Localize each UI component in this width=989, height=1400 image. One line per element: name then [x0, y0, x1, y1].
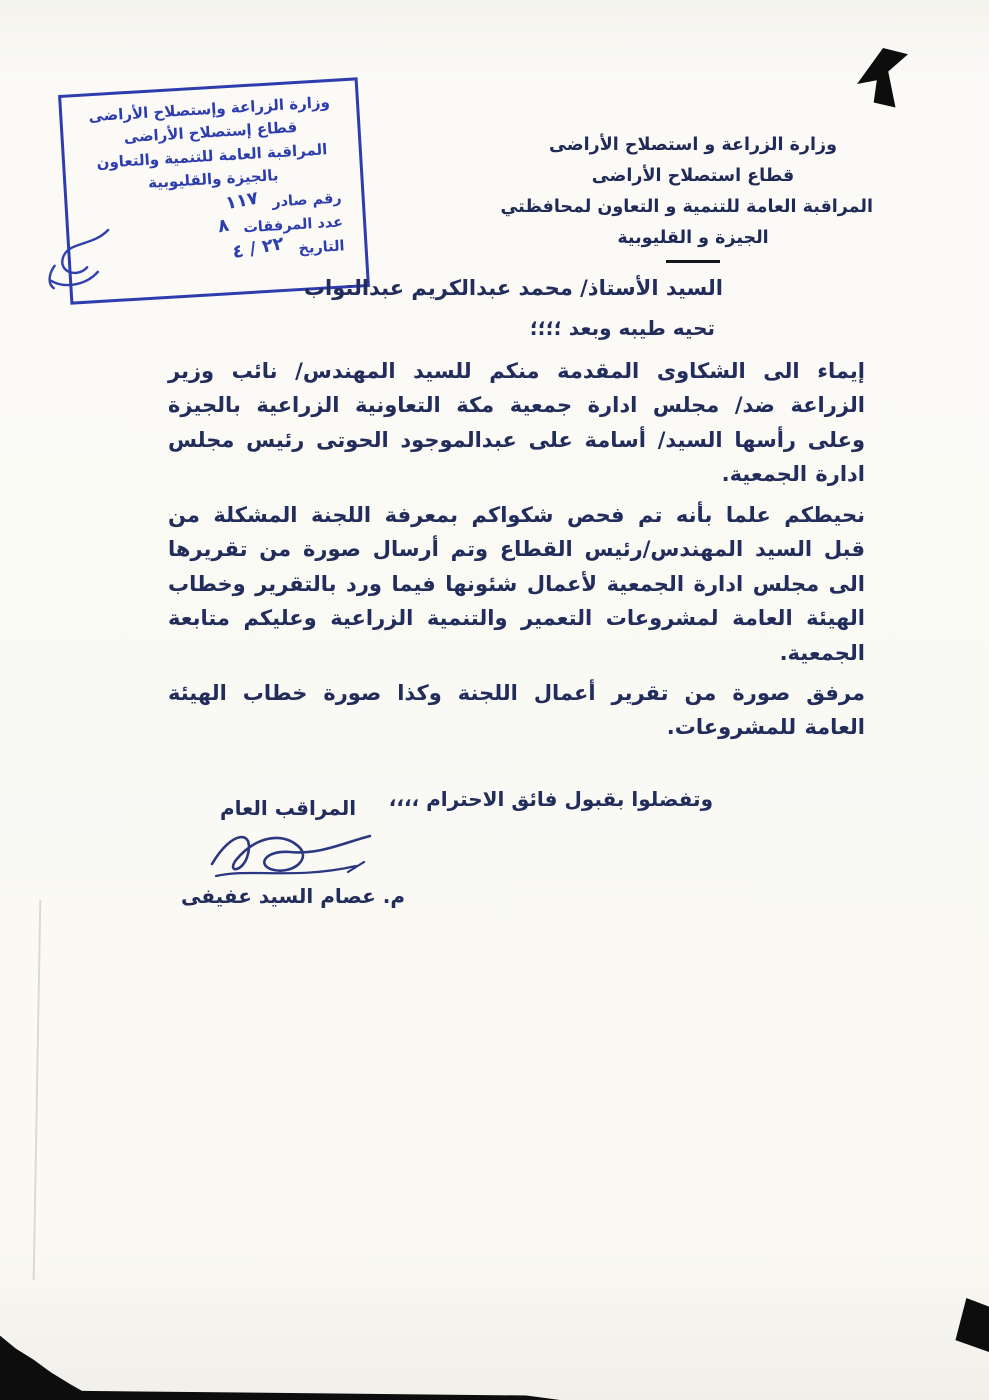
body-paragraph: نحيطكم علما بأنه تم فحص شكواكم بمعرفة اللجنة المشكلة من قبل السيد المهندس/رئيس القطاع وتم أرسال صورة من تقريرها الى مجلس ادارة الجمعية لأعمال شئونها فيما ورد بالتقرير وخطاب الهيئة العامة لمشروعات التعمير والتنمية الزراعية وعليكم متابعة الجمعية. [168, 502, 865, 665]
letterhead-underline [666, 260, 720, 263]
letterhead-line: وزارة الزراعة و استصلاح الأراضى [549, 135, 837, 155]
stamp-line: قطاع إستصلاح الأراضى [123, 118, 298, 147]
stamp-field-label: عدد المرفقات [242, 214, 344, 237]
letterhead-line: المراقبة العامة للتنمية و التعاون لمحافظتي [500, 197, 873, 218]
paper-crease [33, 900, 42, 1280]
letterhead-line: قطاع استصلاح الأراضى [591, 166, 795, 187]
stamp-line: وزارة الزراعة وإستصلاح الأراضى [88, 92, 331, 126]
scan-artifact-bottom-right [950, 1298, 989, 1352]
stamp-field-value-handwritten: ٨ [216, 214, 231, 238]
signature-block [168, 796, 418, 908]
recipient-line: السيد الأستاذ/ محمد عبدالكريم عبدالتواب [303, 276, 723, 300]
scan-artifact-top-right [856, 48, 908, 110]
stamp-line: بالجيزة والقليوبية [147, 165, 280, 192]
salutation-line: تحيه طيبه وبعد ؛؛؛؛ [529, 316, 715, 340]
signer-title: المراقب العام [219, 796, 357, 820]
letter-body [168, 276, 865, 811]
handwritten-mark [29, 216, 134, 303]
stamp-line: المراقبة العامة للتنمية والتعاون [96, 139, 328, 172]
letterhead-line: الجيزة و القليوبية [617, 228, 769, 249]
scan-artifact-bottom-left [0, 1308, 98, 1400]
signer-name: م. عصام السيد عفيفى [181, 884, 405, 908]
ministry-letterhead [500, 130, 873, 263]
body-paragraph: مرفق صورة من تقرير أعمال اللجنة وكذا صورة خطاب الهيئة العامة للمشروعات. [168, 680, 865, 740]
signature-scribble [198, 822, 388, 884]
stamp-field-label: رقم صادر [271, 190, 343, 211]
stamp-field-value-handwritten: ١١٧ [223, 187, 260, 215]
scan-artifact-bottom-strip [0, 1390, 560, 1400]
body-paragraph: إيماء الى الشكاوى المقدمة منكم للسيد المهندس/ نائب وزير الزراعة ضد/ مجلس ادارة جمعية مكة التعاونية الزراعية بالجيزة وعلى رأسها السيد/ أسامة على عبدالموجود الحوتى رئيس مجلس ادارة الجمعية. [168, 359, 865, 487]
stamp-field-value-handwritten: ٢٢ / ٤ [230, 232, 286, 264]
stamp-field-label: التاريخ [298, 238, 345, 258]
closing-line: وتفضلوا بقبول فائق الاحترام ،،،، [388, 786, 713, 811]
